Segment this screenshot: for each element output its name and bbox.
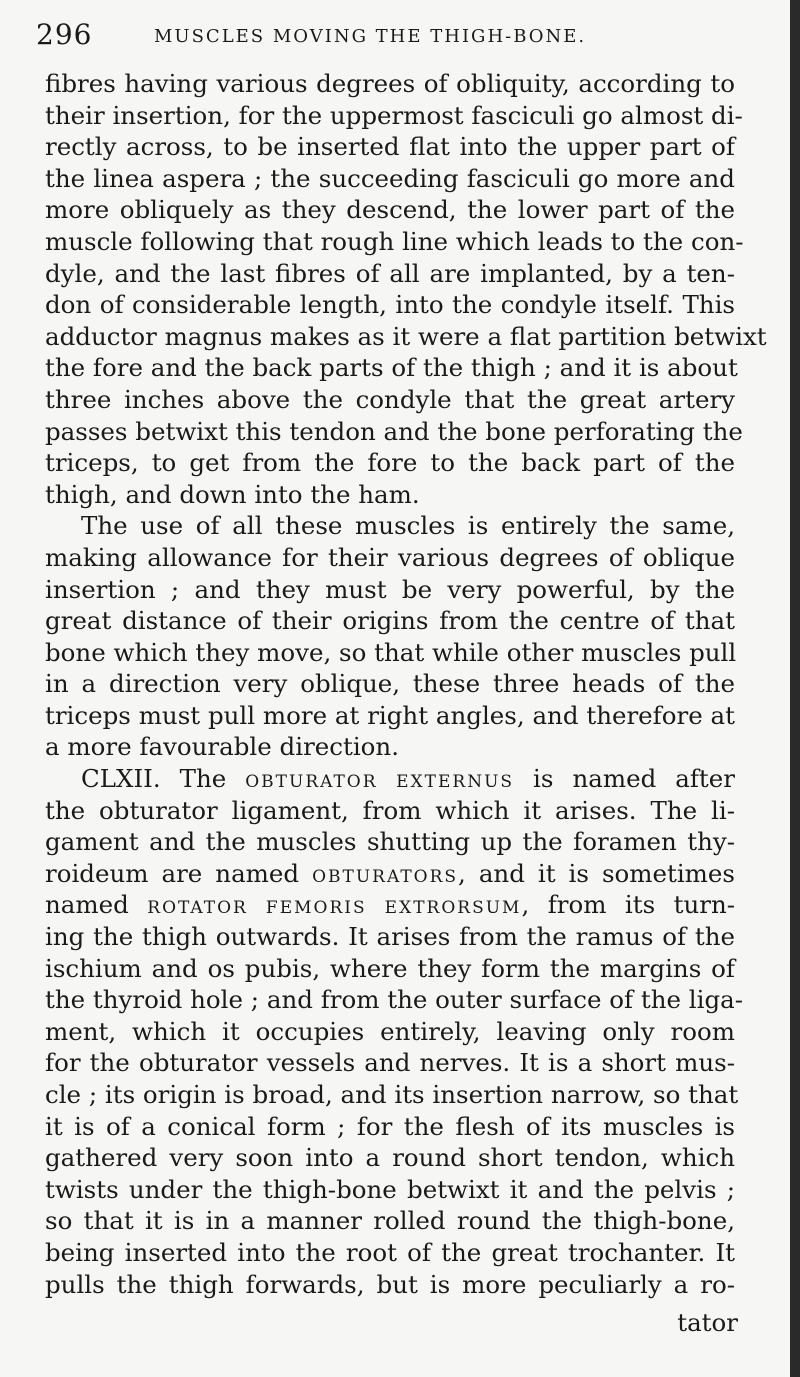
text-line: named ROTATOR FEMORIS EXTRORSUM, from its turn-: [45, 890, 736, 920]
text-line: bone which they move, so that while other muscles pull: [45, 637, 737, 667]
text-line: great distance of their origins from the centre of that: [45, 606, 735, 636]
text-line: gathered very soon into a round short tendon, which: [45, 1143, 735, 1173]
text-line: twists under the thigh-bone betwixt it and the pelvis ;: [45, 1174, 735, 1204]
catchword: tator: [677, 1308, 738, 1337]
text-line: the obturator ligament, from which it arises. The li-: [45, 795, 735, 825]
text-line: it is of a conical form ; for the flesh of its muscles is: [45, 1111, 735, 1141]
text-line: more obliquely as they descend, the lower part of the: [45, 195, 735, 225]
text-line: rectly across, to be inserted flat into the upper part of: [45, 132, 735, 162]
text-line: the thyroid hole ; and from the outer surface of the liga-: [45, 985, 744, 1015]
text-line: their insertion, for the uppermost fasciculi go almost di-: [45, 100, 743, 130]
text-line: The use of all these muscles is entirely the same,: [81, 511, 735, 541]
text-line: adductor magnus makes as it were a flat partition betwixt: [45, 321, 767, 351]
text-line: dyle, and the last fibres of all are implanted, by a ten-: [45, 258, 735, 288]
text-line: pulls the thigh forwards, but is more peculiarly a ro-: [45, 1269, 735, 1299]
text-line: triceps, to get from the fore to the back part of the: [45, 448, 735, 478]
text-line: triceps must pull more at right angles, and therefore at: [45, 700, 735, 730]
text-line: the fore and the back parts of the thigh ; and it is about: [45, 353, 738, 383]
text-line: for the obturator vessels and nerves. It is a short mus-: [45, 1048, 735, 1078]
page-number: 296: [36, 18, 93, 51]
small-caps-term: OBTURATOR EXTERNUS: [245, 772, 515, 793]
text-line: insertion ; and they must be very powerful, by the: [45, 574, 735, 604]
small-caps-term: OBTURATORS: [312, 866, 459, 887]
text-line: being inserted into the root of the great trochanter. It: [45, 1237, 735, 1267]
text-line: three inches above the condyle that the great artery: [45, 384, 735, 414]
running-head: MUSCLES MOVING THE THIGH-BONE.: [154, 26, 587, 47]
page-header: [36, 18, 756, 58]
text-line: a more favourable direction.: [45, 732, 399, 762]
text-line: gament and the muscles shutting up the foramen thy-: [45, 827, 735, 857]
text-line: roideum are named OBTURATORS, and it is sometimes: [45, 858, 735, 888]
text-line: in a direction very oblique, these three heads of the: [45, 669, 735, 699]
text-line: so that it is in a manner rolled round the thigh-bone,: [45, 1206, 735, 1236]
text-line: CLXII. The OBTURATOR EXTERNUS is named after: [81, 764, 735, 794]
text-line: ing the thigh outwards. It arises from the ramus of the: [45, 922, 735, 952]
text-line: passes betwixt this tendon and the bone perforating the: [45, 416, 743, 446]
text-line: ischium and os pubis, where they form the margins of: [45, 953, 735, 983]
body-text: [45, 68, 767, 1300]
text-line: cle ; its origin is broad, and its insertion narrow, so that: [45, 1080, 739, 1109]
text-line: don of considerable length, into the condyle itself. This: [45, 290, 735, 320]
small-caps-term: ROTATOR FEMORIS EXTRORSUM: [147, 898, 522, 919]
text-line: muscle following that rough line which leads to the con-: [45, 226, 744, 256]
text-line: fibres having various degrees of obliquity, according to: [45, 69, 735, 98]
text-line: ment, which it occupies entirely, leaving only room: [45, 1016, 735, 1046]
text-line: thigh, and down into the ham.: [45, 479, 420, 509]
text-line: the linea aspera ; the succeeding fasciculi go more and: [45, 163, 735, 193]
text-line: making allowance for their various degrees of oblique: [45, 542, 735, 572]
